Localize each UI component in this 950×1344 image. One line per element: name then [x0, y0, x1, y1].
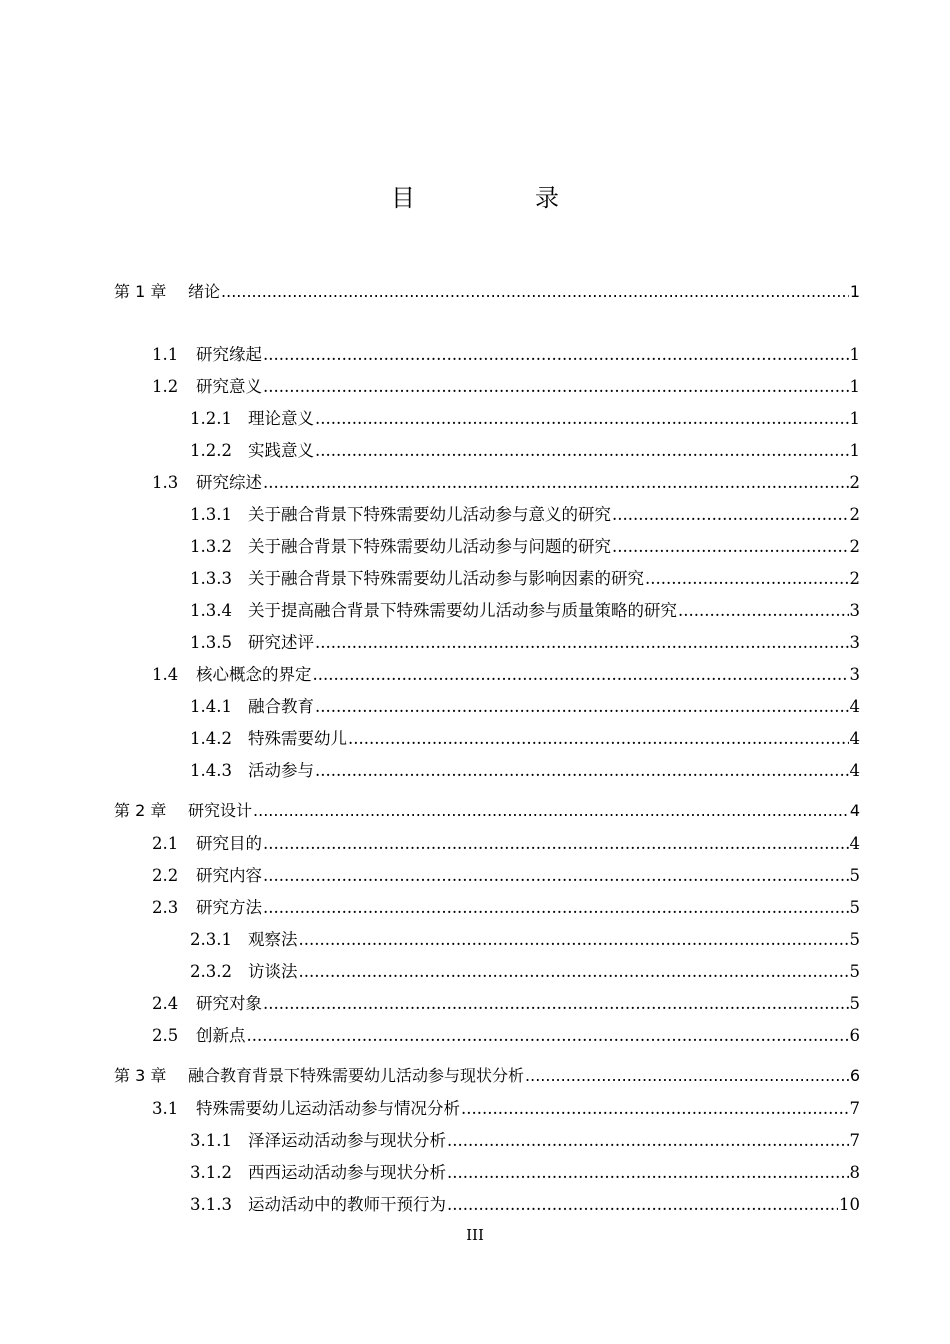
- toc-entry-title: 特殊需要幼儿: [248, 729, 347, 748]
- toc-entry-number: 1.3: [152, 473, 179, 492]
- toc-entry-title: 活动参与: [248, 761, 314, 780]
- toc-entry[interactable]: [190, 757, 860, 781]
- dot-leader: [247, 1026, 849, 1045]
- dot-leader: [263, 866, 849, 885]
- toc-entry-number: 1.3.1: [190, 505, 232, 524]
- toc-entry-title: 研究缘起: [196, 345, 262, 364]
- toc-entry-page: 7: [849, 1099, 860, 1118]
- dot-leader: [263, 898, 849, 917]
- toc-entry[interactable]: [190, 437, 860, 461]
- toc-entry-number: 第 1 章: [114, 282, 167, 301]
- toc-entry-title: 研究对象: [196, 994, 262, 1013]
- dot-leader: [253, 801, 849, 820]
- toc-entry-title: 核心概念的界定: [196, 665, 312, 684]
- toc-entry[interactable]: [152, 341, 860, 365]
- toc-entry-title: 访谈法: [248, 962, 298, 981]
- toc-entry-page: 4: [849, 761, 860, 780]
- dot-leader: [313, 665, 849, 684]
- dot-leader: [315, 761, 849, 780]
- toc-entry[interactable]: [190, 629, 860, 653]
- dot-leader: [299, 962, 849, 981]
- toc-entry[interactable]: [190, 958, 860, 982]
- toc-entry-number: 1.2: [152, 377, 179, 396]
- dot-leader: [447, 1131, 849, 1150]
- toc-entry[interactable]: [152, 894, 860, 918]
- toc-entry-page: 5: [849, 994, 860, 1013]
- dot-leader: [221, 282, 849, 301]
- toc-entry[interactable]: [190, 405, 860, 429]
- toc-entry-title: 融合教育背景下特殊需要幼儿活动参与现状分析: [188, 1066, 525, 1085]
- toc-entry[interactable]: [152, 373, 860, 397]
- toc-entry-page: 7: [849, 1131, 860, 1150]
- toc-entry-title: 绪论: [188, 282, 221, 301]
- toc-entry-title: 研究目的: [196, 834, 262, 853]
- toc-entry-page: 10: [839, 1195, 860, 1214]
- toc-entry-title: 理论意义: [248, 409, 314, 428]
- toc-entry-page: 8: [849, 1163, 860, 1182]
- toc-entry[interactable]: [190, 565, 860, 589]
- toc-entry[interactable]: [152, 862, 860, 886]
- toc-entry-title: 研究设计: [188, 801, 253, 820]
- dot-leader: [263, 473, 849, 492]
- toc-entry[interactable]: [152, 830, 860, 854]
- toc-entry[interactable]: [190, 693, 860, 717]
- toc-entry[interactable]: [152, 661, 860, 685]
- toc-entry-number: 1.3.2: [190, 537, 232, 556]
- toc-entry-page: 3: [849, 601, 860, 620]
- toc-entry[interactable]: [190, 1127, 860, 1151]
- toc-entry-page: 2: [849, 473, 860, 492]
- toc-entry[interactable]: [114, 1063, 860, 1087]
- toc-entry-page: 1: [849, 441, 860, 460]
- toc-entry-number: 1.3.5: [190, 633, 232, 652]
- toc-entry-title: 研究意义: [196, 377, 262, 396]
- toc-entry[interactable]: [152, 1022, 860, 1046]
- toc-entry-page: 5: [849, 962, 860, 981]
- dot-leader: [315, 409, 849, 428]
- page-number: III: [466, 1226, 484, 1244]
- toc-entry-title: 实践意义: [248, 441, 314, 460]
- toc-entry-number: 第 3 章: [114, 1066, 167, 1085]
- toc-entry-number: 1.3.4: [190, 601, 232, 620]
- toc-entry-number: 2.3.1: [190, 930, 232, 949]
- toc-entry-title: 关于融合背景下特殊需要幼儿活动参与问题的研究: [248, 537, 611, 556]
- toc-entry-title: 关于融合背景下特殊需要幼儿活动参与意义的研究: [248, 505, 611, 524]
- toc-entry-number: 1.3.3: [190, 569, 232, 588]
- toc-entry-page: 5: [849, 930, 860, 949]
- dot-leader: [612, 505, 849, 524]
- toc-entry-number: 2.3: [152, 898, 179, 917]
- dot-leader: [315, 633, 849, 652]
- dot-leader: [525, 1066, 849, 1085]
- toc-entry-page: 3: [849, 665, 860, 684]
- toc-entry-title: 研究述评: [248, 633, 314, 652]
- toc-entry[interactable]: [152, 469, 860, 493]
- toc-entry-number: 1.2.1: [190, 409, 232, 428]
- toc-entry-page: 1: [849, 409, 860, 428]
- toc-entry-number: 第 2 章: [114, 801, 167, 820]
- dot-leader: [678, 601, 849, 620]
- dot-leader: [263, 377, 849, 396]
- toc-entry[interactable]: [190, 926, 860, 950]
- toc-entry-number: 2.5: [152, 1026, 179, 1045]
- toc-entry[interactable]: [190, 597, 860, 621]
- toc-entry[interactable]: [152, 1095, 860, 1119]
- toc-entry-title: 创新点: [196, 1026, 246, 1045]
- dot-leader: [315, 697, 849, 716]
- toc-entry[interactable]: [190, 501, 860, 525]
- toc-entry[interactable]: [190, 533, 860, 557]
- toc-entry-page: 2: [849, 537, 860, 556]
- toc-entry-page: 3: [849, 633, 860, 652]
- dot-leader: [315, 441, 849, 460]
- dot-leader: [612, 537, 849, 556]
- dot-leader: [299, 930, 849, 949]
- toc-entry-title: 泽泽运动活动参与现状分析: [248, 1131, 446, 1150]
- dot-leader: [348, 729, 849, 748]
- toc-entry-number: 1.1: [152, 345, 179, 364]
- toc-entry-number: 2.1: [152, 834, 179, 853]
- toc-entry-number: 3.1: [152, 1099, 179, 1118]
- toc-entry-number: 3.1.3: [190, 1195, 232, 1214]
- toc-entry-title: 关于融合背景下特殊需要幼儿活动参与影响因素的研究: [248, 569, 644, 588]
- toc-entry-page: 2: [849, 569, 860, 588]
- toc-entry-page: 5: [849, 898, 860, 917]
- toc-entry-page: 4: [849, 801, 860, 820]
- toc-entry-title: 研究方法: [196, 898, 262, 917]
- toc-entry[interactable]: [114, 279, 860, 303]
- toc-entry-page: 4: [849, 697, 860, 716]
- dot-leader: [263, 834, 849, 853]
- dot-leader: [447, 1163, 849, 1182]
- toc-entry-page: 1: [849, 377, 860, 396]
- toc-entry-number: 3.1.1: [190, 1131, 232, 1150]
- toc-entry-number: 2.4: [152, 994, 179, 1013]
- toc-entry-title: 融合教育: [248, 697, 314, 716]
- toc-entry-title: 研究综述: [196, 473, 262, 492]
- toc-entry-number: 2.3.2: [190, 962, 232, 981]
- toc-entry-title: 运动活动中的教师干预行为: [248, 1195, 446, 1214]
- toc-entry-title: 西西运动活动参与现状分析: [248, 1163, 446, 1182]
- toc-entry-page: 2: [849, 505, 860, 524]
- toc-entry[interactable]: [190, 1191, 860, 1215]
- toc-entry-number: 3.1.2: [190, 1163, 232, 1182]
- toc-entry-title: 观察法: [248, 930, 298, 949]
- toc-entry-number: 1.4.3: [190, 761, 232, 780]
- toc-entry-page: 5: [849, 866, 860, 885]
- dot-leader: [263, 345, 849, 364]
- toc-entry-page: 6: [849, 1026, 860, 1045]
- toc-entry-number: 1.4: [152, 665, 179, 684]
- toc-entry-page: 4: [849, 834, 860, 853]
- toc-entry-page: 1: [849, 345, 860, 364]
- toc-entry-page: 1: [849, 282, 860, 301]
- toc-entry[interactable]: [190, 725, 860, 749]
- toc-entry[interactable]: [190, 1159, 860, 1183]
- toc-entry-title: 特殊需要幼儿运动活动参与情况分析: [196, 1099, 460, 1118]
- toc-entry-page: 4: [849, 729, 860, 748]
- toc-entry-number: 2.2: [152, 866, 179, 885]
- toc-entry-title: 研究内容: [196, 866, 262, 885]
- toc-entry[interactable]: [114, 798, 860, 822]
- toc-entry-page: 6: [849, 1066, 860, 1085]
- toc-entry-number: 1.2.2: [190, 441, 232, 460]
- toc-title: 目 录: [391, 184, 607, 212]
- dot-leader: [447, 1195, 838, 1214]
- toc-entry-number: 1.4.2: [190, 729, 232, 748]
- toc-entry-number: 1.4.1: [190, 697, 232, 716]
- dot-leader: [645, 569, 849, 588]
- dot-leader: [263, 994, 849, 1013]
- dot-leader: [461, 1099, 849, 1118]
- toc-entry[interactable]: [152, 990, 860, 1014]
- toc-entry-title: 关于提高融合背景下特殊需要幼儿活动参与质量策略的研究: [248, 601, 677, 620]
